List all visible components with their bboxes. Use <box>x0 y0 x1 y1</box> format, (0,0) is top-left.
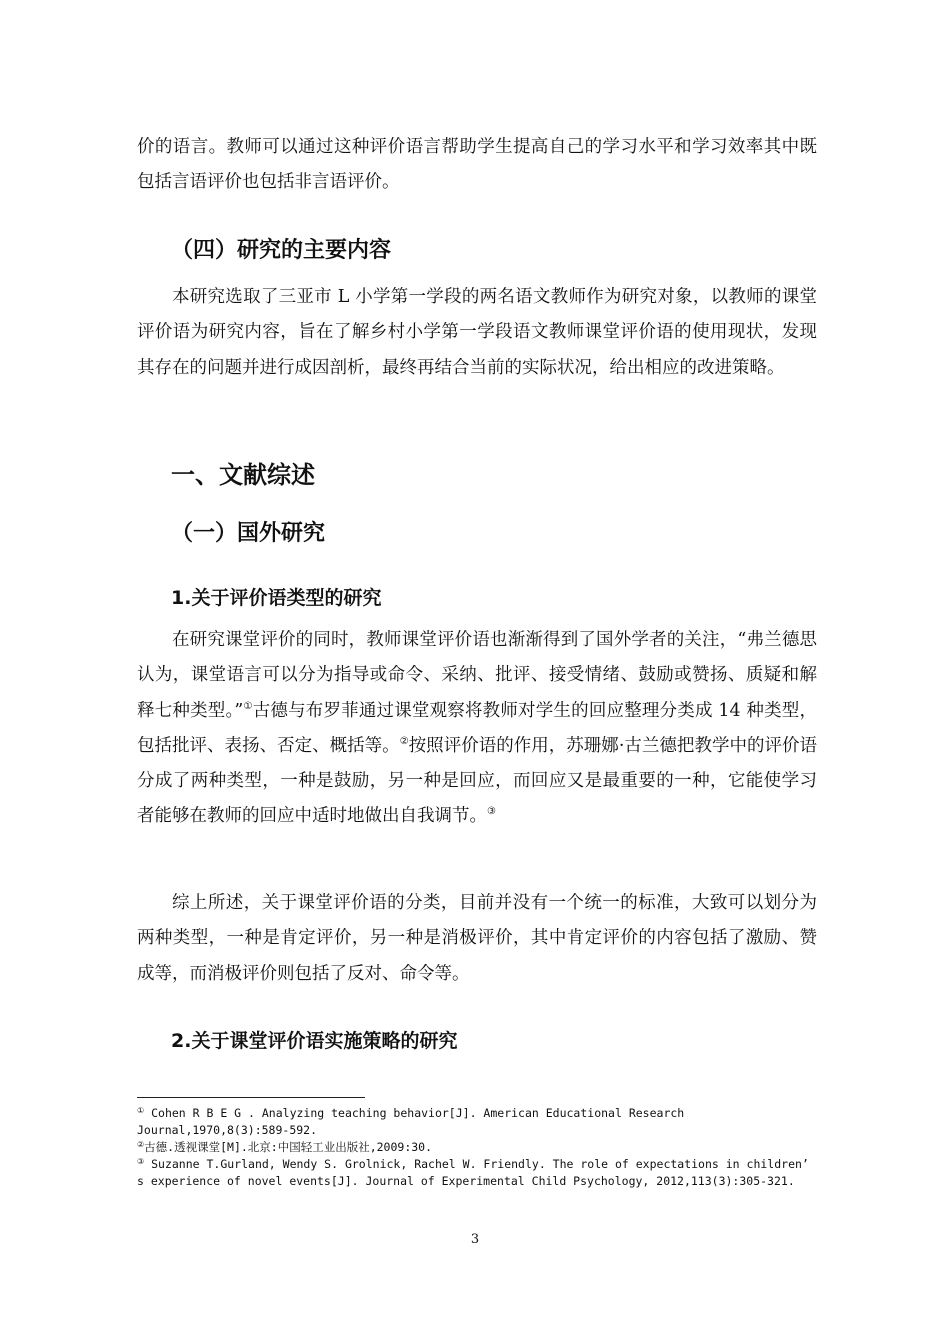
continuation-paragraph: 价的语言。教师可以通过这种评价语言帮助学生提高自己的学习水平和学习效率其中既包括言语评价也包括非言语评价。 <box>137 137 817 193</box>
footnote-text: Suzanne T.Gurland, Wendy S. Grolnick, Rachel W. Friendly. The role of expectations in children’ s experience of novel events[J]. Journal of Experimental Child Psychology, 2012,113(3):305-321. <box>137 1157 809 1188</box>
paragraph-text-part: 古德与布罗菲通过课堂观察将教师对学生的回应整理分类成 14 种类型，包括批评、表扬、否定、概括等。 <box>137 700 817 756</box>
footnote-ref-3[interactable]: ③ <box>487 806 496 818</box>
footnote-1 <box>137 1105 817 1139</box>
footnote-3 <box>137 1156 817 1190</box>
footnotes <box>137 1105 817 1190</box>
footnote-mark: ③ <box>137 1157 145 1166</box>
footnote-text: 古德.透视课堂[M].北京:中国轻工业出版社,2009:30. <box>144 1140 433 1154</box>
summary-paragraph: 综上所述，关于课堂评价语的分类，目前并没有一个统一的标准，大致可以划分为两种类型，一种是肯定评价，另一种是消极评价，其中肯定评价的内容包括了激励、赞成等，而消极评价则包括了反对、命令等。 <box>137 893 817 984</box>
subsection-heading-foreign-research: （一）国外研究 <box>171 521 326 546</box>
page-number: 3 <box>470 1232 480 1247</box>
paragraph-text-part: 在研究课堂评价的同时，教师课堂评价语也渐渐得到了国外学者的关注，“弗兰德思认为，课堂语言可以分为指导或命令、采纳、批评、接受情绪、鼓励或赞扬、质疑和解释七种类型。” <box>137 630 817 721</box>
footnote-mark: ② <box>137 1140 145 1149</box>
paragraph-text-part: 按照评价语的作用，苏珊娜·古兰德把教学中的评价语分成了两种类型，一种是鼓励，另一种是回应，而回应又是最重要的一种，它能使学习者能够在教师的回应中适时地做出自我调节。 <box>137 735 818 827</box>
footnote-text: Cohen R B E G . Analyzing teaching behavior[J]. American Educational Research Journal,1970,8(3):589-592. <box>137 1106 685 1137</box>
footnote-2 <box>137 1139 817 1156</box>
section-heading-main-content: （四）研究的主要内容 <box>171 238 392 263</box>
chapter-heading-literature-review: 一、文献综述 <box>171 461 315 489</box>
topic-heading-implementation-strategies: 2.关于课堂评价语实施策略的研究 <box>171 1030 458 1052</box>
footnote-ref-1[interactable]: ① <box>243 700 253 712</box>
footnote-mark: ① <box>137 1106 145 1115</box>
footnote-ref-2[interactable]: ② <box>399 735 409 747</box>
topic-heading-evaluation-types: 1.关于评价语类型的研究 <box>171 587 382 609</box>
footnote-divider <box>137 1097 365 1098</box>
main-content-paragraph: 本研究选取了三亚市 L 小学第一学段的两名语文教师作为研究对象，以教师的课堂评价语为研究内容，旨在了解乡村小学第一学段语文教师课堂评价语的使用现状，发现其存在的问题并进行成因剖析，最终再结合当前的实际状况，给出相应的改进策略。 <box>137 287 817 378</box>
evaluation-types-paragraph <box>137 623 817 835</box>
